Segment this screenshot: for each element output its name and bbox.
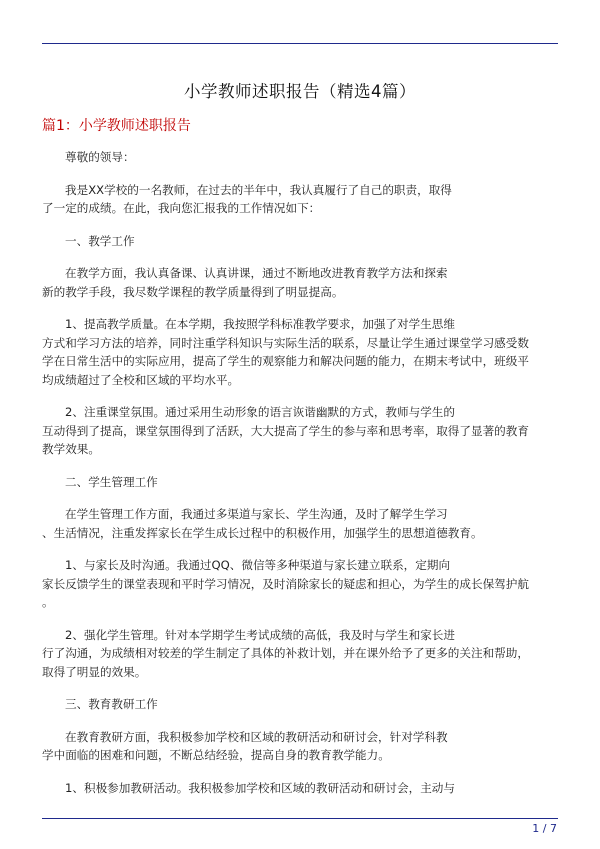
document-body (42, 148, 558, 811)
paragraph-line: 在教学方面，我认真备课、认真讲课，通过不断地改进教育教学方法和探索 (65, 266, 448, 280)
paragraph (42, 315, 558, 389)
paragraph-line: 2、注重课堂氛围。通过采用生动形象的语言诙谐幽默的方式，教师与学生的 (65, 405, 455, 419)
footer-rule (42, 818, 558, 819)
paragraph-line: 学中面临的困难和问题，不断总结经验，提高自身的教育教学能力。 (42, 748, 390, 762)
paragraph-line: 在学生管理工作方面，我通过多渠道与家长、学生沟通，及时了解学生学习 (65, 507, 448, 521)
paragraph (42, 505, 558, 542)
paragraph-line: 家长反馈学生的课堂表现和平时学习情况，及时消除家长的疑虑和担心，为学生的成长保驾护航 (42, 576, 529, 591)
paragraph (42, 181, 558, 218)
paragraph-line: 1、提高教学质量。在本学期，我按照学科标准教学要求，加强了对学生思维 (65, 317, 455, 331)
paragraph-line: 、生活情况，注重发挥家长在学生成长过程中的积极作用，加强学生的思想道德教育。 (42, 525, 483, 540)
paragraph (42, 695, 558, 714)
paragraph (42, 779, 558, 798)
paragraph-line: 1、与家长及时沟通。我通过QQ、微信等多种渠道与家长建立联系，定期向 (65, 558, 451, 572)
paragraph (42, 473, 558, 492)
paragraph (42, 626, 558, 682)
paragraph-line: 取得了明显的效果。 (42, 664, 147, 679)
paragraph-line: 尊敬的领导： (65, 150, 135, 164)
paragraph (42, 403, 558, 459)
paragraph-line: 了一定的成绩。在此，我向您汇报我的工作情况如下： (42, 201, 321, 215)
paragraph-line: 方式和学习方法的培养，同时注重学科知识与实际生活的联系，尽量让学生通过课堂学习感受数 (42, 335, 529, 350)
paragraph (42, 728, 558, 765)
paragraph-line: 1、积极参加教研活动。我积极参加学校和区域的教研活动和研讨会，主动与 (65, 780, 455, 795)
paragraph-line: 教学效果。 (42, 442, 100, 456)
paragraph-line: 互动得到了提高，课堂氛围得到了活跃，大大提高了学生的参与率和思考率，取得了显著的教育 (42, 423, 529, 438)
paragraph-line: 2、强化学生管理。针对本学期学生考试成绩的高低，我及时与学生和家长进 (65, 627, 455, 642)
paragraph-line: 均成绩超过了全校和区域的平均水平。 (42, 372, 240, 387)
paragraph-line: 我是XX学校的一名教师，在过去的半年中，我认真履行了自己的职责，取得 (65, 182, 452, 197)
paragraph (42, 264, 558, 301)
page-number: 1 / 7 (532, 822, 557, 835)
paragraph (42, 232, 558, 251)
paragraph-line: 二、学生管理工作 (65, 474, 158, 489)
document-title: 小学教师述职报告（精选4篇） (184, 82, 416, 101)
paragraph (42, 556, 558, 612)
paragraph-line: 一、教学工作 (65, 233, 135, 248)
section-heading: 篇1：小学教师述职报告 (42, 118, 191, 134)
paragraph-line: 新的教学手段，我尽数学课程的教学质量得到了明显提高。 (42, 284, 344, 299)
paragraph-line: 在教育教研方面，我积极参加学校和区域的教研活动和研讨会，针对学科教 (65, 729, 448, 744)
header-rule (42, 43, 558, 44)
paragraph (42, 148, 558, 167)
paragraph-line: 。 (42, 595, 54, 609)
paragraph-line: 学在日常生活中的实际应用，提高了学生的观察能力和解决问题的能力，在期末考试中，班级平 (42, 354, 529, 368)
paragraph-line: 行了沟通，为成绩相对较差的学生制定了具体的补救计划，并在课外给予了更多的关注和帮助， (42, 646, 529, 660)
paragraph-line: 三、教育教研工作 (65, 697, 158, 711)
